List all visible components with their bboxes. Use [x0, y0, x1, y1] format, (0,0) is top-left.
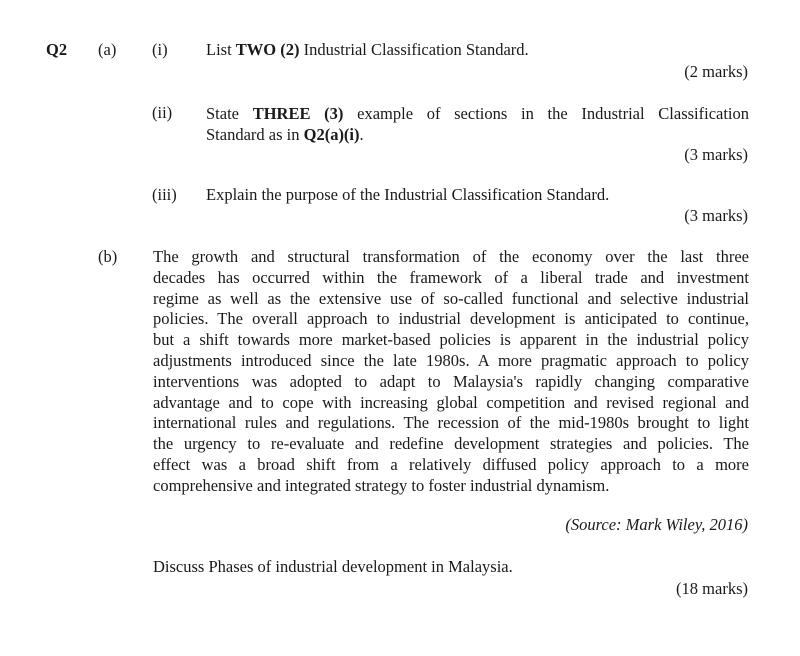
- paragraph-line: the urgency to re-evaluate and redefine development strategies and policies. The: [153, 434, 749, 454]
- part-a-ii-text: [206, 103, 749, 145]
- part-a-ii-line-1: [206, 103, 749, 124]
- part-a-ii-line1-bold2: (3): [324, 104, 344, 123]
- part-a-i-text: [206, 40, 529, 60]
- part-b-task: Discuss Phases of industrial development in Malaysia.: [153, 557, 513, 576]
- part-a-ii-line1-after: example of sections in the Industrial Classification: [357, 104, 750, 123]
- paragraph-line: interventions was adopted to adapt to Malaysia's rapidly changing comparative: [153, 371, 749, 391]
- paragraph-line: advantage and to cope with increasing global competition and revised regional and: [153, 392, 749, 412]
- part-a-ii-label: (ii): [152, 103, 173, 122]
- part-a-ii-line1-before: State: [206, 104, 253, 123]
- part-a-label: (a): [98, 40, 117, 59]
- part-a-iii-text: Explain the purpose of the Industrial Classification Standard.: [206, 185, 610, 204]
- paragraph-line: The growth and structural transformation of the economy over the last three: [153, 247, 749, 266]
- part-a-i-text-before: List: [206, 40, 236, 59]
- part-a-iii-label: (iii): [152, 185, 177, 204]
- part-a-ii-line2-before: Standard as in: [206, 125, 304, 144]
- paragraph-line: effect was a broad shift from a relatively diffused policy approach to a more: [153, 454, 749, 474]
- part-a-ii-line2-after: .: [359, 125, 364, 144]
- paragraph-line: comprehensive and integrated strategy to foster industrial dynamism.: [153, 475, 610, 495]
- paragraph-line: international rules and regulations. The recession of the mid-1980s brought to light: [153, 413, 749, 433]
- part-a-i-text-after: Industrial Classification Standard.: [299, 40, 529, 59]
- part-b-paragraph: [153, 247, 749, 497]
- paragraph-line: decades has occurred within the framework of a liberal trade and investment: [153, 267, 749, 287]
- part-a-ii-marks: (3 marks): [684, 145, 748, 164]
- paragraph-line: regime as well as the extensive use of so-called functional and selective industrial: [153, 288, 749, 308]
- paragraph-line: but a shift towards more market-based policies is apparent in the industrial policy: [153, 330, 749, 350]
- part-a-ii-line1-bold: THREE: [252, 104, 311, 123]
- part-a-i-marks: (2 marks): [684, 62, 748, 81]
- question-number: Q2: [46, 40, 68, 59]
- part-a-ii-line2-bold: Q2(a)(i): [303, 125, 360, 144]
- part-a-iii-marks: (3 marks): [684, 206, 748, 225]
- part-a-ii-line-2: [206, 124, 749, 145]
- part-a-i-label: (i): [152, 40, 168, 59]
- source-citation: (Source: Mark Wiley, 2016): [565, 515, 748, 534]
- part-b-label: (b): [98, 247, 118, 266]
- paragraph-line: policies. The overall approach to industrial development is anticipated to continue,: [153, 309, 749, 329]
- part-b-marks: (18 marks): [676, 579, 748, 598]
- part-a-i-text-bold: TWO (2): [235, 40, 300, 59]
- paragraph-line: adjustments introduced since the late 1980s. A more pragmatic approach to policy: [153, 350, 749, 370]
